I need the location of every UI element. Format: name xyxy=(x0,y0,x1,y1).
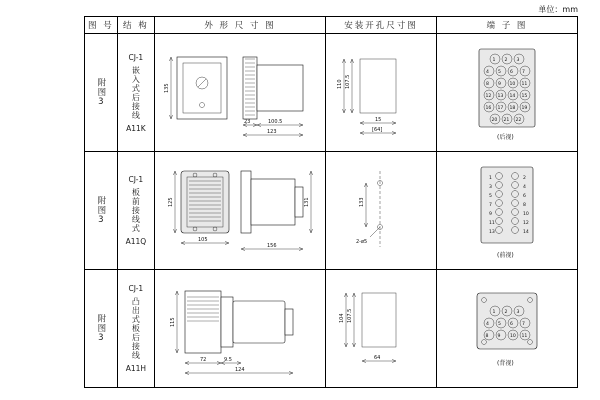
terminal-drawing-1 xyxy=(437,35,577,151)
svg-text:8: 8 xyxy=(485,333,489,339)
svg-text:5: 5 xyxy=(497,321,501,327)
svg-text:10: 10 xyxy=(522,211,529,217)
cell-mount-1 xyxy=(325,34,436,152)
dim-2-phi-5: 2-ø5 xyxy=(355,238,368,245)
header-tu-hao: 图 号 xyxy=(85,17,118,34)
unit-note: 单位：mm xyxy=(538,5,578,14)
svg-text:9: 9 xyxy=(497,81,501,87)
svg-text:12: 12 xyxy=(485,93,492,99)
svg-text:2: 2 xyxy=(504,57,508,63)
svg-text:6: 6 xyxy=(509,321,513,327)
svg-text:3: 3 xyxy=(516,309,520,315)
table-row xyxy=(85,34,578,152)
dim-104: 104 xyxy=(338,312,345,323)
struct-code: CJ-1 xyxy=(128,284,144,293)
dim-15: 15 xyxy=(374,116,382,123)
cell-tu-hao-2 xyxy=(85,152,118,270)
svg-text:8: 8 xyxy=(485,81,489,87)
struct-code: CJ-1 xyxy=(128,52,144,62)
svg-text:21: 21 xyxy=(503,117,510,123)
svg-text:2: 2 xyxy=(504,309,508,315)
svg-text:10: 10 xyxy=(509,81,516,87)
outline-drawing-3 xyxy=(155,271,325,387)
dim-156: 156 xyxy=(266,242,277,249)
svg-text:1: 1 xyxy=(488,175,492,181)
struct-sub: A11K xyxy=(126,123,146,133)
svg-text:15: 15 xyxy=(521,93,528,99)
svg-text:19: 19 xyxy=(521,105,528,111)
dim-131: 131 xyxy=(303,196,310,207)
svg-text:20: 20 xyxy=(491,117,498,123)
dim-124: 124 xyxy=(234,366,245,373)
dim-23: 23 xyxy=(243,118,251,125)
svg-text:11: 11 xyxy=(521,81,528,87)
svg-text:13: 13 xyxy=(497,93,504,99)
cell-tu-hao-1 xyxy=(85,34,118,152)
mount-drawing-3 xyxy=(326,271,436,387)
svg-text:6: 6 xyxy=(509,69,513,75)
cell-outline-2 xyxy=(154,152,325,270)
header-an-zhuang: 安装开孔尺寸图 xyxy=(325,17,436,34)
dim-105: 105 xyxy=(197,236,208,243)
svg-text:4: 4 xyxy=(485,69,489,75)
cell-tu-hao-3 xyxy=(85,270,118,388)
header-duan-zi: 端 子 图 xyxy=(436,17,577,34)
header-jie-gou: 结 构 xyxy=(117,17,154,34)
struct-sub: A11Q xyxy=(125,237,147,246)
struct-name: 板前接线式 xyxy=(131,188,141,233)
table-row xyxy=(85,152,578,270)
terminal-drawing-2 xyxy=(437,153,577,269)
svg-text:5: 5 xyxy=(488,193,492,199)
svg-text:7: 7 xyxy=(488,202,492,208)
svg-text:11: 11 xyxy=(521,333,528,339)
dim-123: 123 xyxy=(266,128,277,135)
cell-struct-1 xyxy=(117,34,154,152)
svg-text:7: 7 xyxy=(521,69,525,75)
outline-drawing-2 xyxy=(155,153,325,269)
dim-64: 64 xyxy=(373,354,381,361)
cell-terminal-1 xyxy=(436,34,577,152)
cell-struct-3 xyxy=(117,270,154,388)
cell-struct-2 xyxy=(117,152,154,270)
terminal-caption: (背视) xyxy=(496,359,514,367)
dim-9-5: 9.5 xyxy=(223,356,232,363)
mount-drawing-2 xyxy=(326,153,436,269)
dim-115: 115 xyxy=(169,316,176,327)
dim-110: 110 xyxy=(336,78,343,89)
svg-text:10: 10 xyxy=(509,333,516,339)
svg-text:8: 8 xyxy=(522,202,526,208)
svg-text:18: 18 xyxy=(509,105,516,111)
svg-text:3: 3 xyxy=(516,57,520,63)
svg-text:11: 11 xyxy=(488,220,495,226)
svg-text:7: 7 xyxy=(521,321,525,327)
tu-hao-label: 附图3 xyxy=(95,77,106,108)
svg-text:12: 12 xyxy=(522,220,529,226)
svg-text:9: 9 xyxy=(488,211,492,217)
svg-text:2: 2 xyxy=(522,175,526,181)
cell-outline-3 xyxy=(154,270,325,388)
dim-107-5: 107.5 xyxy=(346,308,353,323)
svg-text:1: 1 xyxy=(492,309,496,315)
svg-text:5: 5 xyxy=(497,69,501,75)
svg-text:4: 4 xyxy=(522,184,526,190)
header-wai-xing: 外 形 尺 寸 图 xyxy=(154,17,325,34)
cell-mount-3 xyxy=(325,270,436,388)
svg-text:3: 3 xyxy=(488,184,492,190)
svg-text:22: 22 xyxy=(515,117,522,123)
struct-sub: A11H xyxy=(125,364,147,373)
dim-100-5: 100.5 xyxy=(267,118,283,125)
dim-133: 133 xyxy=(358,196,365,207)
dim-107-5: 107.5 xyxy=(344,74,351,89)
svg-text:13: 13 xyxy=(488,229,495,235)
terminal-caption: (前视) xyxy=(496,251,514,259)
svg-text:14: 14 xyxy=(522,229,529,235)
tu-hao-label: 附图3 xyxy=(95,313,106,344)
dim-125: 125 xyxy=(167,196,174,207)
cell-outline-1 xyxy=(154,34,325,152)
svg-text:6: 6 xyxy=(522,193,526,199)
cell-terminal-3 xyxy=(436,270,577,388)
cell-terminal-2 xyxy=(436,152,577,270)
table-row xyxy=(85,270,578,388)
struct-name: 凸出式板后接线 xyxy=(131,297,141,360)
dim-135: 135 xyxy=(163,82,170,93)
dim-64: [64] xyxy=(371,126,383,133)
dim-72: 72 xyxy=(199,356,207,363)
struct-name: 嵌入式后接线 xyxy=(131,65,141,120)
cell-mount-2 xyxy=(325,152,436,270)
tu-hao-label: 附图3 xyxy=(95,195,106,226)
svg-text:14: 14 xyxy=(509,93,516,99)
svg-text:17: 17 xyxy=(497,105,504,111)
terminal-caption: (后视) xyxy=(496,133,514,141)
svg-text:1: 1 xyxy=(492,57,496,63)
svg-text:9: 9 xyxy=(497,333,501,339)
mount-drawing-1 xyxy=(326,35,436,151)
table-header-row xyxy=(85,17,578,34)
dimension-table xyxy=(84,16,578,388)
outline-drawing-1 xyxy=(155,35,325,151)
struct-code: CJ-1 xyxy=(128,175,144,184)
svg-text:4: 4 xyxy=(485,321,489,327)
terminal-drawing-3 xyxy=(437,271,577,387)
svg-text:16: 16 xyxy=(485,105,492,111)
